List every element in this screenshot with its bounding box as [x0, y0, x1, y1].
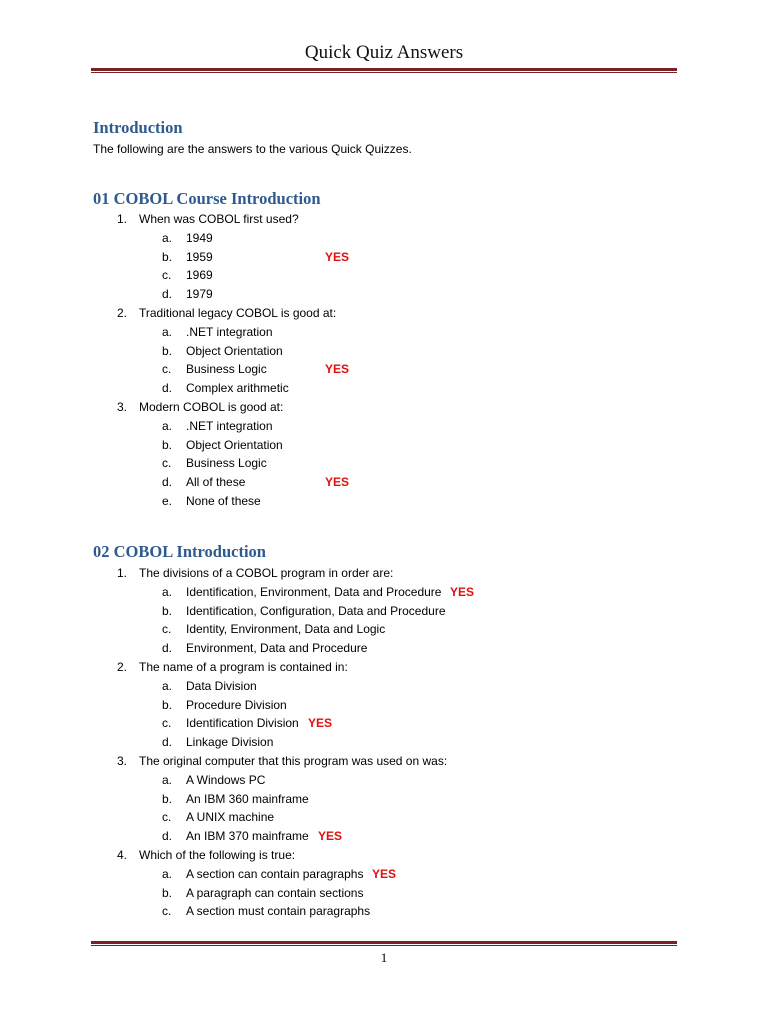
correct-answer-marker: YES: [318, 829, 343, 844]
answer-letter: c.: [162, 268, 172, 283]
answer-text: Business Logic: [186, 362, 267, 377]
question-number: 3.: [117, 400, 128, 414]
answer-letter: a.: [162, 866, 173, 881]
question-text: Traditional legacy COBOL is good at:: [139, 306, 337, 320]
answer-letter: a.: [162, 324, 173, 339]
question-number: 4.: [117, 848, 128, 862]
answer-text: A Windows PC: [186, 772, 266, 787]
answer-letter: e.: [162, 494, 173, 508]
page-number: 1: [380, 950, 388, 965]
answer-letter: c.: [162, 716, 172, 731]
answer-text: 1979: [186, 287, 213, 302]
answer-text: None of these: [186, 494, 261, 508]
question-text: Modern COBOL is good at:: [139, 400, 284, 414]
answer-text: 1969: [186, 268, 213, 283]
header-rule-thick: [91, 68, 677, 71]
answer-letter: b.: [162, 437, 173, 452]
answer-letter: c.: [162, 362, 172, 377]
question-number: 1.: [117, 212, 128, 226]
answer-text: 1949: [186, 230, 213, 245]
answer-text: All of these: [186, 475, 246, 490]
question-text: The original computer that this program was used on was:: [139, 754, 448, 768]
question-number: 2.: [117, 306, 128, 320]
answer-letter: d.: [162, 287, 173, 302]
answer-text: .NET integration: [186, 324, 273, 339]
answer-letter: b.: [162, 697, 173, 712]
answer-text: 1959: [186, 249, 213, 264]
answer-text: Procedure Division: [186, 697, 287, 712]
answer-text: .NET integration: [186, 418, 273, 433]
header-rule: [91, 68, 677, 73]
answer-text: Business Logic: [186, 456, 267, 471]
answer-letter: b.: [162, 343, 173, 358]
answer-text: Identification, Environment, Data and Procedure: [186, 584, 442, 599]
correct-answer-marker: YES: [325, 362, 350, 377]
question-text: The name of a program is contained in:: [139, 660, 348, 674]
header-rule-thin: [91, 72, 677, 73]
answer-letter: b.: [162, 885, 173, 900]
answer-letter: c.: [162, 622, 172, 637]
answer-letter: d.: [162, 381, 173, 396]
answer-text: Environment, Data and Procedure: [186, 641, 368, 656]
question-text: When was COBOL first used?: [139, 212, 299, 226]
answer-text: Identification, Configuration, Data and Procedure: [186, 603, 446, 618]
intro-heading: Introduction: [93, 118, 183, 137]
section-1-heading: 01 COBOL Course Introduction: [93, 189, 321, 208]
answer-letter: d.: [162, 829, 173, 844]
answer-text: A paragraph can contain sections: [186, 885, 364, 900]
answer-letter: b.: [162, 603, 173, 618]
answer-text: A section can contain paragraphs: [186, 866, 364, 881]
answer-letter: d.: [162, 641, 173, 656]
question-number: 2.: [117, 660, 128, 674]
answer-letter: a.: [162, 584, 173, 599]
answer-letter: c.: [162, 456, 172, 471]
answer-letter: a.: [162, 230, 173, 245]
answer-text: A section must contain paragraphs: [186, 904, 371, 919]
intro-text: The following are the answers to the various Quick Quizzes.: [93, 142, 412, 156]
question-text: Which of the following is true:: [139, 848, 296, 862]
correct-answer-marker: YES: [325, 249, 350, 264]
answer-letter: a.: [162, 678, 173, 693]
question-text: The divisions of a COBOL program in order are:: [139, 566, 394, 580]
answer-text: An IBM 360 mainframe: [186, 791, 309, 806]
answer-letter: d.: [162, 735, 173, 750]
answer-text: Object Orientation: [186, 437, 283, 452]
answer-text: Identity, Environment, Data and Logic: [186, 622, 386, 637]
footer-rule-thin: [91, 945, 677, 946]
answer-text: An IBM 370 mainframe: [186, 829, 309, 844]
answer-text: A UNIX machine: [186, 810, 275, 825]
question-number: 3.: [117, 754, 128, 768]
answer-text: Complex arithmetic: [186, 381, 289, 396]
correct-answer-marker: YES: [450, 584, 475, 599]
correct-answer-marker: YES: [372, 866, 397, 881]
answer-letter: b.: [162, 791, 173, 806]
answer-letter: a.: [162, 418, 173, 433]
correct-answer-marker: YES: [325, 475, 350, 490]
page-header-title: Quick Quiz Answers: [304, 42, 464, 63]
section-2-heading: 02 COBOL Introduction: [93, 542, 266, 561]
correct-answer-marker: YES: [308, 716, 333, 731]
answer-text: Data Division: [186, 678, 257, 693]
answer-letter: d.: [162, 475, 173, 490]
answer-text: Object Orientation: [186, 343, 283, 358]
answer-letter: c.: [162, 810, 172, 825]
answer-letter: a.: [162, 772, 173, 787]
question-number: 1.: [117, 566, 128, 580]
answer-letter: c.: [162, 904, 172, 919]
answer-letter: b.: [162, 249, 173, 264]
footer-rule-thick: [91, 941, 677, 944]
answer-text: Identification Division: [186, 716, 299, 731]
footer-rule: [91, 941, 677, 946]
answer-text: Linkage Division: [186, 735, 274, 750]
